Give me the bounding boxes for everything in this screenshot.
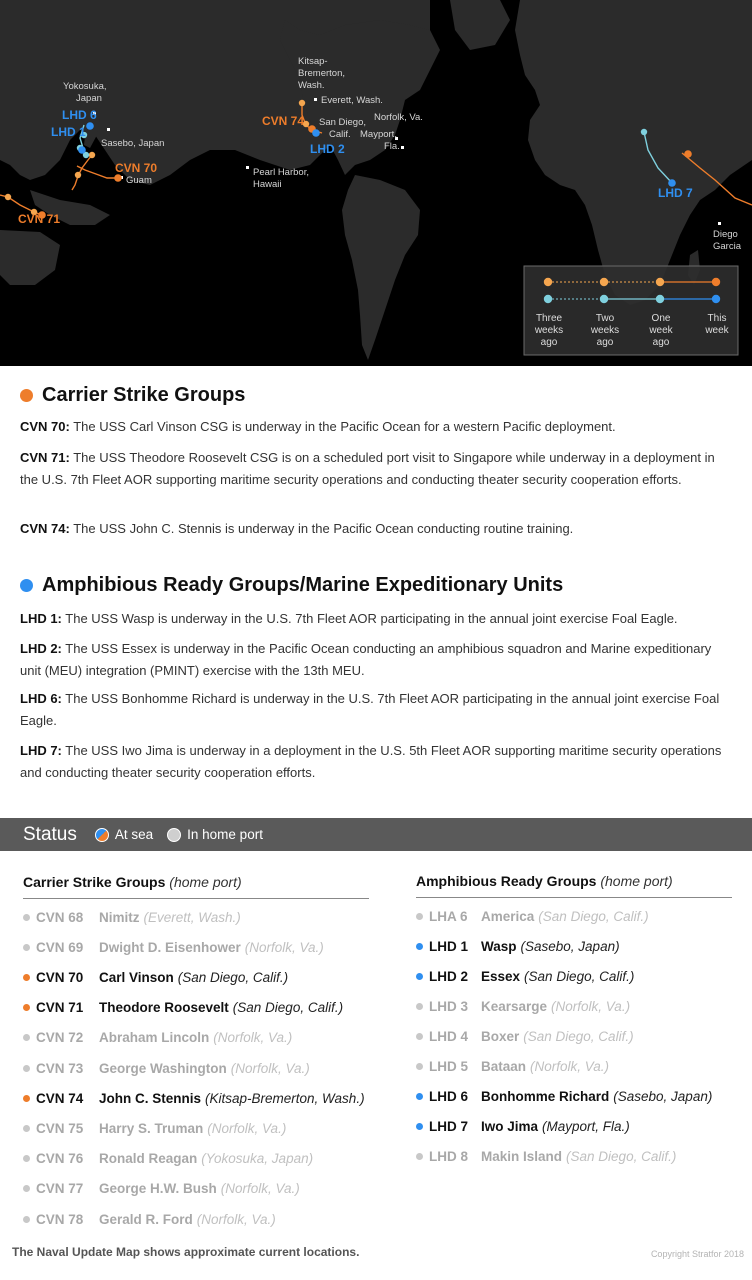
status-home-port: (Norfolk, Va.) xyxy=(230,1060,310,1076)
status-bullet-icon xyxy=(416,973,423,980)
status-home-port: (Everett, Wash.) xyxy=(143,909,241,925)
status-home-port: (Norfolk, Va.) xyxy=(530,1059,610,1074)
label-san-diego-1: San Diego, xyxy=(319,117,367,128)
status-code: LHD 2 xyxy=(429,968,469,984)
status-home-port: (Norfolk, Va.) xyxy=(551,998,631,1014)
status-bullet-icon xyxy=(416,1033,423,1040)
status-ship-name: Nimitz xyxy=(99,909,140,925)
status-row xyxy=(416,1087,712,1107)
amphib-item: LHD 7: The USS Iwo Jima is underway in a deployment in the U.S. 5th Fleet AOR supporting maritime security operations and conducting theater security cooperation efforts. xyxy=(20,743,722,780)
svg-text:ago: ago xyxy=(596,337,614,348)
status-home-port: (San Diego, Calif.) xyxy=(177,969,289,985)
status-bullet-icon xyxy=(23,1216,30,1223)
status-ship-name: Ronald Reagan xyxy=(99,1151,198,1167)
amphib-section-title: Amphibious Ready Groups/Marine Expeditionary Units xyxy=(20,574,563,597)
label-everett: Everett, Wash. xyxy=(321,95,383,106)
amphib-column-rule xyxy=(416,897,732,898)
status-code: CVN 73 xyxy=(36,1060,84,1076)
status-home-port: (San Diego, Calif.) xyxy=(523,1028,634,1044)
status-home-port: (Norfolk, Va.) xyxy=(244,939,324,955)
status-ship-name: Theodore Roosevelt xyxy=(99,1000,229,1016)
svg-text:Three: Three xyxy=(535,313,563,324)
status-ship-name: America xyxy=(481,908,535,924)
land-greenland xyxy=(450,0,510,50)
label-pearl-harbor: Pearl Harbor, xyxy=(253,167,309,178)
carrier-item: CVN 71: The USS Theodore Roosevelt CSG is on a scheduled port visit to Singapore while underway in a deployment in the U.S. 7th Fleet AOR supporting maritime security operations and conducting theater security cooperation efforts. xyxy=(20,450,715,487)
status-row xyxy=(23,907,241,927)
status-bullet-icon xyxy=(23,944,30,951)
status-bullet-icon xyxy=(416,1123,423,1130)
status-ship-name: Carl Vinson xyxy=(99,969,174,985)
legend-at-sea: At sea xyxy=(95,827,153,842)
status-bullet-icon xyxy=(23,1095,30,1102)
status-row xyxy=(416,1057,609,1077)
status-code: LHD 5 xyxy=(429,1059,469,1074)
status-bullet-icon xyxy=(23,1155,30,1162)
mayport-marker xyxy=(401,146,404,149)
status-bullet-icon xyxy=(416,943,423,950)
status-bullet-icon xyxy=(23,914,30,921)
status-home-port: (San Diego, Calif.) xyxy=(524,968,635,984)
status-code: LHD 8 xyxy=(429,1149,469,1165)
status-ship-name: Harry S. Truman xyxy=(99,1120,204,1136)
legend-home-port: In home port xyxy=(167,827,263,842)
carrier-dot-icon xyxy=(20,389,33,402)
pearl-harbor-marker xyxy=(246,166,249,169)
status-row xyxy=(23,1118,286,1138)
status-row xyxy=(416,906,649,926)
status-row xyxy=(23,1058,310,1078)
svg-text:weeks: weeks xyxy=(534,325,564,336)
status-ship-name: Dwight D. Eisenhower xyxy=(99,939,241,955)
status-home-port: (Mayport, Fla.) xyxy=(542,1119,630,1135)
naval-map xyxy=(0,0,752,366)
status-row xyxy=(23,1028,292,1048)
status-ship-name: Makin Island xyxy=(481,1149,563,1165)
status-bullet-icon xyxy=(23,1004,30,1011)
status-bullet-icon xyxy=(23,1034,30,1041)
status-ship-name: Bonhomme Richard xyxy=(481,1089,610,1105)
status-bullet-icon xyxy=(416,913,423,920)
carrier-item: CVN 74: The USS John C. Stennis is underway in the Pacific Ocean conducting routine training. xyxy=(20,521,574,536)
land-australia xyxy=(0,230,60,285)
label-kitsap-2: Bremerton, xyxy=(298,68,345,79)
status-home-port: (Sasebo, Japan) xyxy=(520,938,620,954)
home-port-icon xyxy=(167,828,181,842)
label-diego: Diego xyxy=(713,229,738,240)
status-row xyxy=(23,1209,276,1229)
label-san-diego-2: Calif. xyxy=(329,129,351,140)
status-bullet-icon xyxy=(23,974,30,981)
status-bullet-icon xyxy=(23,1125,30,1132)
label-kitsap-1: Kitsap- xyxy=(298,56,328,67)
map-canvas xyxy=(0,0,752,366)
status-row xyxy=(23,1149,313,1169)
status-row xyxy=(416,1117,630,1137)
status-code: CVN 68 xyxy=(36,909,84,925)
status-bullet-icon xyxy=(416,1003,423,1010)
carrier-section-title: Carrier Strike Groups xyxy=(20,384,245,407)
label-hawaii: Hawaii xyxy=(253,179,282,190)
ship-label-lhd1: LHD 1 xyxy=(51,125,86,139)
svg-text:weeks: weeks xyxy=(590,325,620,336)
status-code: LHD 6 xyxy=(429,1089,469,1105)
status-ship-name: Wasp xyxy=(481,938,517,954)
land-south-america xyxy=(342,175,420,360)
status-code: CVN 77 xyxy=(36,1181,84,1197)
svg-text:This: This xyxy=(707,313,727,324)
status-code: LHD 7 xyxy=(429,1119,469,1135)
everett-marker xyxy=(314,98,317,101)
lhd1-position xyxy=(78,146,86,154)
status-ship-name: Abraham Lincoln xyxy=(99,1030,210,1046)
lhd2-position xyxy=(312,129,320,137)
status-code: CVN 76 xyxy=(36,1151,84,1167)
ship-label-lhd7: LHD 7 xyxy=(658,186,693,200)
label-kitsap-3: Wash. xyxy=(298,80,325,91)
status-row xyxy=(23,998,343,1018)
diego-garcia-marker xyxy=(718,222,721,225)
copyright: Copyright Stratfor 2018 xyxy=(650,1249,744,1259)
status-ship-name: Kearsarge xyxy=(481,998,548,1014)
status-home-port: (Norfolk, Va.) xyxy=(207,1120,287,1136)
status-home-port: (Norfolk, Va.) xyxy=(213,1030,293,1046)
status-bullet-icon xyxy=(23,1185,30,1192)
status-code: LHA 6 xyxy=(429,908,468,924)
label-mayport-2: Fla. xyxy=(384,141,400,152)
status-bullet-icon xyxy=(416,1153,423,1160)
status-home-port: (San Diego, Calif.) xyxy=(538,908,649,924)
label-sasebo: Sasebo, Japan xyxy=(101,138,165,149)
ship-label-lhd2: LHD 2 xyxy=(310,142,345,156)
status-ship-name: Gerald R. Ford xyxy=(99,1211,193,1227)
status-code: LHD 4 xyxy=(429,1028,469,1044)
ship-label-cvn70: CVN 70 xyxy=(115,161,158,175)
status-code: LHD 1 xyxy=(429,938,469,954)
status-code: CVN 69 xyxy=(36,939,84,955)
footer-note: The Naval Update Map shows approximate current locations. xyxy=(12,1245,360,1259)
svg-text:One: One xyxy=(651,313,671,324)
amphib-dot-icon xyxy=(20,579,33,592)
status-home-port: (Norfolk, Va.) xyxy=(196,1211,276,1227)
status-bullet-icon xyxy=(416,1093,423,1100)
status-row xyxy=(416,1026,634,1046)
status-row xyxy=(416,936,620,956)
time-legend xyxy=(524,266,738,355)
status-code: CVN 78 xyxy=(36,1211,84,1227)
track-cvn70 xyxy=(77,166,118,178)
amphib-item: LHD 2: The USS Essex is underway in the Pacific Ocean conducting an amphibious squadron and Marine expeditionary unit (MEU) integration (PMINT) exercise with the 13th MEU. xyxy=(20,641,712,678)
label-norfolk: Norfolk, Va. xyxy=(374,112,423,123)
status-ship-name: Boxer xyxy=(481,1028,520,1044)
status-home-port: (San Diego, Calif.) xyxy=(232,1000,344,1016)
status-home-port: (Kitsap-Bremerton, Wash.) xyxy=(205,1090,365,1106)
status-code: CVN 70 xyxy=(36,969,84,985)
cvn70-position xyxy=(114,174,122,182)
land-africa-europe xyxy=(515,0,752,305)
status-bullet-icon xyxy=(23,1065,30,1072)
status-row xyxy=(416,966,634,986)
svg-text:week: week xyxy=(649,325,673,336)
status-header xyxy=(0,818,752,851)
status-row xyxy=(23,937,324,957)
status-code: CVN 74 xyxy=(36,1090,84,1106)
carrier-column-head: Carrier Strike Groups (home port) xyxy=(23,874,242,890)
status-code: LHD 3 xyxy=(429,998,469,1014)
status-bullet-icon xyxy=(416,1063,423,1070)
svg-text:Two: Two xyxy=(595,313,615,324)
track-cvn70b xyxy=(72,155,92,190)
at-sea-icon xyxy=(95,828,109,842)
status-home-port: (Yokosuka, Japan) xyxy=(201,1151,314,1167)
status-code: CVN 75 xyxy=(36,1120,84,1136)
status-home-port: (Sasebo, Japan) xyxy=(613,1089,713,1105)
status-home-port: (San Diego, Calif.) xyxy=(566,1149,677,1165)
status-row xyxy=(23,1179,300,1199)
carrier-item: CVN 70: The USS Carl Vinson CSG is underway in the Pacific Ocean for a western Pacific deployment. xyxy=(20,419,616,434)
descriptions xyxy=(0,366,752,818)
status-ship-name: John C. Stennis xyxy=(99,1090,202,1106)
label-yokosuka: Yokosuka, xyxy=(63,81,107,92)
status-ship-name: George Washington xyxy=(99,1060,227,1076)
svg-text:ago: ago xyxy=(652,337,670,348)
ship-label-lhd6: LHD 6 xyxy=(62,108,97,122)
ship-label-cvn74: CVN 74 xyxy=(262,114,305,128)
label-yokosuka-country: Japan xyxy=(76,93,102,104)
status-ship-name: Essex xyxy=(481,968,521,984)
status-code: CVN 71 xyxy=(36,1000,84,1016)
sasebo-marker xyxy=(107,128,110,131)
label-garcia: Garcia xyxy=(713,241,741,252)
status-ship-name: Bataan xyxy=(481,1059,527,1074)
status-row xyxy=(416,996,630,1016)
svg-text:week: week xyxy=(705,325,729,336)
label-mayport-1: Mayport, xyxy=(360,129,397,140)
amphib-item: LHD 1: The USS Wasp is underway in the U.S. 7th Fleet AOR participating in the annual joint exercise Foal Eagle. xyxy=(20,611,678,626)
status-table xyxy=(0,851,752,1280)
status-ship-name: Iwo Jima xyxy=(481,1119,539,1135)
carrier-column-rule xyxy=(23,898,369,899)
amphib-item: LHD 6: The USS Bonhomme Richard is underway in the U.S. 7th Fleet AOR participating in the annual joint exercise Foal Eagle. xyxy=(20,691,720,728)
label-guam: Guam xyxy=(126,175,152,186)
svg-text:ago: ago xyxy=(540,337,558,348)
status-row xyxy=(23,967,288,987)
status-code: CVN 72 xyxy=(36,1030,84,1046)
status-row xyxy=(416,1147,676,1167)
status-title: Status xyxy=(23,823,77,845)
lhd6-position xyxy=(86,122,94,130)
status-row xyxy=(23,1088,365,1108)
ship-label-cvn71: CVN 71 xyxy=(18,212,61,226)
status-home-port: (Norfolk, Va.) xyxy=(220,1181,300,1197)
status-ship-name: George H.W. Bush xyxy=(99,1181,217,1197)
amphib-column-head: Amphibious Ready Groups (home port) xyxy=(416,873,673,889)
